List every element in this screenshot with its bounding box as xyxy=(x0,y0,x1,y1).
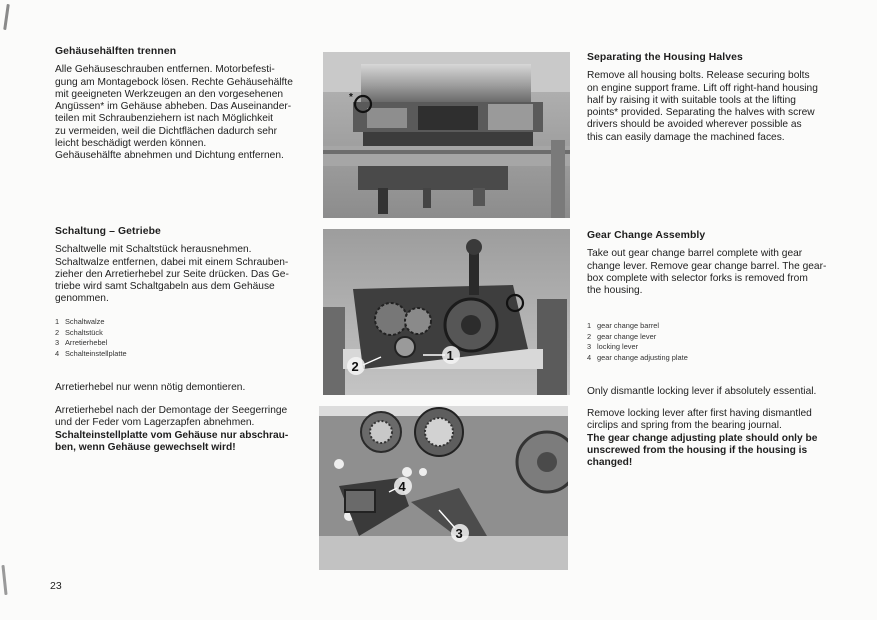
legend-en xyxy=(587,321,841,363)
legend-item: 1 Schaltwalze xyxy=(55,317,105,326)
callout-1: 1 xyxy=(446,348,454,363)
callout-2: 2 xyxy=(351,359,359,374)
body-text: Schaltwelle mit Schaltstück herausnehmen. Schaltwalze entfernen, dabei mit einem Schrauben- zieher den Arretierhebel zur Seite drücken. Das Ge- triebe wird samt Schaltgabeln aus dem Gehäuse genommen. xyxy=(55,244,289,305)
engine-housing-illustration xyxy=(323,52,570,218)
binding-mark xyxy=(3,4,10,30)
legend-item: 1 gear change barrel xyxy=(587,321,660,330)
body-text: Alle Gehäuseschrauben entfernen. Motorbefesti- gung am Montagebock lösen. Rechte Gehäusehälfte mit geeigneten Werkzeugen an den vorgesehenen Angüssen* im Gehäuse abheben. Das Auseinander- teilen mit Schraubenziehern ist nach Möglichkeit zu vermeiden, weil die Dichtflächen dadurch sehr leicht beschädigt werden können. Gehäusehälfte abnehmen und Dichtung entfernen. xyxy=(55,64,293,162)
legend-item: 4 gear change adjusting plate xyxy=(587,352,688,362)
section-heading: Schaltung – Getriebe xyxy=(55,226,161,237)
section-heading: Gear Change Assembly xyxy=(587,230,706,241)
photo-locking-lever xyxy=(319,406,568,570)
note-locking-lever-en: Only dismantle locking lever if absolutely essential. xyxy=(587,386,817,397)
photo-housing-separation xyxy=(323,52,570,218)
section-gear-change-en xyxy=(587,230,841,297)
legend-item: 3 Arretierhebel xyxy=(55,338,108,348)
body-text: Take out gear change barrel complete with gear change lever. Remove gear change barrel. The gear- box complete with selector forks is removed from the housing. xyxy=(587,248,827,297)
section-gear-change-de xyxy=(55,226,307,306)
lifting-point-marker: * xyxy=(349,92,353,103)
legend-de xyxy=(55,317,307,359)
note-adjusting-plate-de: Arretierhebel nach der Demontage der Seegerringe und der Feder vom Lagerzapfen abnehmen. Schalteinstellplatte vom Gehäuse nur abschrau- ben, wenn Gehäuse gewechselt wird! xyxy=(55,405,289,453)
housing-interior-illustration xyxy=(319,406,568,570)
legend-item: 3 locking lever xyxy=(587,342,639,352)
legend-item: 2 Schaltstück xyxy=(55,327,103,337)
callout-4: 4 xyxy=(398,479,406,494)
legend-item: 2 gear change lever xyxy=(587,331,657,341)
note-adjusting-plate-en: Remove locking lever after first having dismantled circlips and spring from the bearing journal. The gear change adjusting plate should only be unscrewed from the housing if the housing is changed! xyxy=(587,408,818,469)
section-housing-separation-de xyxy=(55,46,307,163)
callout-3: 3 xyxy=(455,526,463,541)
section-heading: Gehäusehälften trennen xyxy=(55,46,177,57)
photo-gear-change-assembly xyxy=(323,229,570,395)
section-heading: Separating the Housing Halves xyxy=(587,52,743,63)
body-text: Remove all housing bolts. Release securing bolts on engine support frame. Lift off right-hand housing half by raising it with suitable tools at the lifting points* provided. Separating the halves with screw drivers should be avoided wherever possible as this can easily damage the machined faces. xyxy=(587,70,818,143)
section-housing-separation-en xyxy=(587,52,841,144)
binding-mark xyxy=(1,565,7,595)
gearbox-illustration xyxy=(323,229,570,395)
note-locking-lever-de: Arretierhebel nur wenn nötig demontieren. xyxy=(55,382,246,393)
legend-item: 4 Schalteinstellplatte xyxy=(55,348,127,358)
page-number: 23 xyxy=(50,580,62,592)
